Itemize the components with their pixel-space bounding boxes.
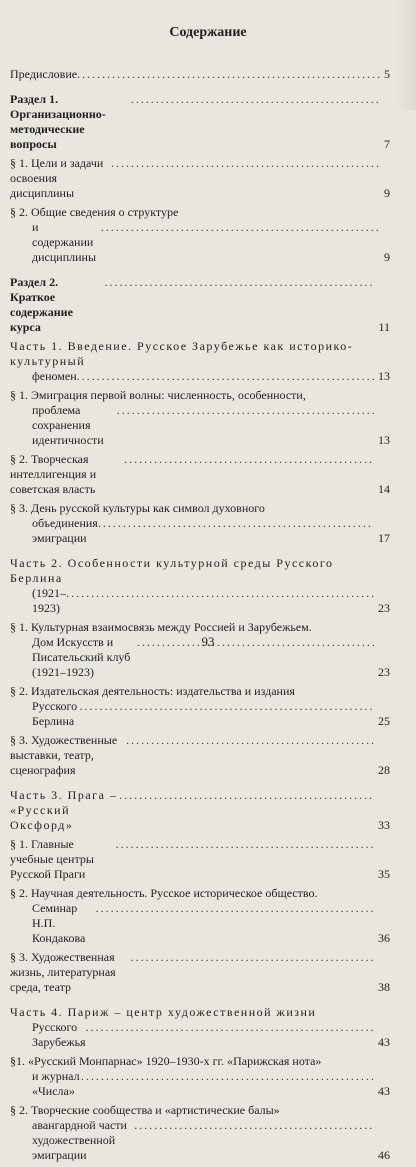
toc-entry-line: объединения эмиграции (32, 516, 98, 545)
facing-page-edge (394, 0, 416, 110)
toc-page-number: 36 (378, 931, 390, 945)
toc-entry-line: и содержании дисциплины (32, 220, 97, 264)
toc-entry-text (10, 950, 374, 995)
toc-page-number: 25 (378, 714, 390, 728)
toc-page-number: 13 (378, 433, 390, 447)
toc-entry-line: § 1. Главные учебные центры Русской Праги (10, 837, 94, 881)
toc-entry-text (10, 275, 374, 335)
dot-leader (116, 837, 374, 852)
toc-entry (10, 788, 390, 833)
toc-entry (10, 556, 390, 616)
table-of-contents (10, 67, 390, 1167)
toc-entry (10, 388, 390, 448)
toc-entry-text (10, 1054, 374, 1099)
toc-entry-text (10, 788, 374, 833)
dot-leader (124, 452, 374, 467)
toc-entry-text (10, 684, 374, 729)
toc-entry (10, 886, 390, 946)
toc-entry-text (10, 205, 380, 265)
toc-entry-line: Русского Берлина (32, 699, 78, 728)
toc-entry (10, 1103, 390, 1163)
dot-leader (77, 369, 374, 384)
toc-page-number: 5 (384, 67, 390, 81)
toc-entry-line: § 2. Общие сведения о структуре (10, 205, 179, 219)
toc-entry-text (10, 1103, 374, 1163)
toc-entry (10, 733, 390, 778)
toc-entry-line: Часть 2. Особенности культурной среды Русского Берлина (10, 556, 334, 585)
toc-entry-line: Часть 1. Введение. Русское Зарубежье как историко-культурный (10, 339, 354, 368)
toc-entry-line: феномен (32, 369, 77, 383)
dot-leader (77, 67, 380, 82)
dot-leader (131, 950, 374, 965)
toc-entry-line: § 3. Художественные выставки, театр, сценография (10, 733, 118, 777)
toc-page-number: 46 (378, 1148, 390, 1162)
toc-entry (10, 620, 390, 680)
toc-entry-line: авангардной части художественной эмиграции (32, 1118, 127, 1162)
dot-leader (111, 156, 380, 171)
toc-entry-text (10, 501, 374, 546)
toc-entry-text (10, 556, 374, 616)
toc-entry-line: Часть 3. Прага – «Русский Оксфорд» (10, 788, 118, 832)
toc-entry-line: проблема сохранения идентичности (32, 403, 104, 447)
toc-page-number: 33 (378, 818, 390, 832)
toc-entry (10, 1054, 390, 1099)
toc-entry (10, 156, 390, 201)
toc-entry-text (10, 339, 374, 384)
toc-entry (10, 837, 390, 882)
toc-page-number: 38 (378, 980, 390, 994)
toc-entry (10, 1005, 390, 1050)
toc-entry (10, 205, 390, 265)
toc-entry (10, 92, 390, 152)
dot-leader (98, 516, 374, 531)
toc-entry-line: Дом Искусств и Писательский клуб (1921–1923) (32, 635, 131, 679)
toc-entry (10, 275, 390, 335)
toc-entry-line: Предисловие (10, 67, 78, 81)
dot-leader (131, 92, 380, 107)
toc-entry-line: и журнал «Числа» (32, 1069, 80, 1098)
toc-entry-line: § 1. Культурная взаимосвязь между Россией и Зарубежьем. (10, 620, 312, 634)
toc-entry-text (10, 67, 380, 82)
toc-entry-text (10, 620, 374, 680)
toc-page-number: 28 (378, 763, 390, 777)
toc-entry-line: Русского Зарубежья (32, 1020, 86, 1049)
toc-entry-line: § 3. День русской культуры как символ духовного (10, 501, 265, 515)
toc-entry-text (10, 886, 374, 946)
toc-entry-text (10, 156, 380, 201)
dot-leader (81, 1069, 374, 1084)
toc-entry (10, 452, 390, 497)
toc-entry-text (10, 1005, 374, 1050)
toc-entry-line: Раздел 2. Краткое содержание курса (10, 275, 73, 334)
dot-leader (117, 403, 374, 418)
page-title: Содержание (169, 25, 247, 40)
toc-entry-text (10, 452, 374, 497)
toc-entry-line: § 2. Научная деятельность. Русское историческое общество. (10, 886, 318, 900)
toc-page-number: 17 (378, 531, 390, 545)
toc-page-number: 43 (378, 1084, 390, 1098)
toc-entry (10, 67, 390, 82)
dot-leader (80, 699, 374, 714)
toc-entry-line: Семинар Н.П. Кондакова (32, 901, 86, 945)
dot-leader (104, 275, 374, 290)
dot-leader (86, 1020, 374, 1035)
page-number: 93 (201, 634, 215, 649)
toc-entry-line: § 1. Цели и задачи освоения дисциплины (10, 156, 104, 200)
toc-entry-line: § 2. Творческая интеллигенция и советская власть (10, 452, 97, 496)
toc-entry (10, 339, 390, 384)
toc-page-number: 23 (378, 601, 390, 615)
toc-entry-line: § 2. Издательская деятельность: издательства и издания (10, 684, 295, 698)
toc-entry (10, 501, 390, 546)
toc-entry-line: (1921–1923) (32, 586, 66, 615)
toc-page-number: 14 (378, 482, 390, 496)
toc-page-number: 13 (378, 369, 390, 383)
toc-entry-text (10, 388, 374, 448)
toc-entry-text (10, 92, 380, 152)
toc-page-number: 35 (378, 867, 390, 881)
toc-entry-text (10, 837, 374, 882)
dot-leader (119, 788, 374, 803)
toc-page-number: 23 (378, 665, 390, 679)
toc-page-number: 9 (384, 250, 390, 264)
toc-entry-line: §1. «Русский Монпарнас» 1920–1930-х гг. «Парижская нота» (10, 1054, 322, 1068)
toc-entry-line: Часть 4. Париж – центр художественной жизни (10, 1005, 317, 1019)
toc-entry-line: § 2. Творческие сообщества и «артистические балы» (10, 1103, 280, 1117)
toc-page-number: 7 (384, 137, 390, 151)
toc-entry-line: § 3. Художественная жизнь, литературная среда, театр (10, 950, 116, 994)
dot-leader (126, 733, 374, 748)
dot-leader (66, 586, 374, 601)
dot-leader (134, 1118, 374, 1133)
dot-leader (96, 901, 374, 916)
toc-page-number: 9 (384, 186, 390, 200)
toc-entry (10, 950, 390, 995)
toc-entry-line: § 1. Эмиграция первой волны: численность, особенности, (10, 388, 306, 402)
dot-leader (101, 220, 380, 235)
toc-page-number: 43 (378, 1035, 390, 1049)
toc-entry (10, 684, 390, 729)
toc-entry-text (10, 733, 374, 778)
toc-page-number: 11 (378, 320, 390, 334)
toc-entry-line: Раздел 1. Организационно-методические вопросы (10, 92, 106, 151)
